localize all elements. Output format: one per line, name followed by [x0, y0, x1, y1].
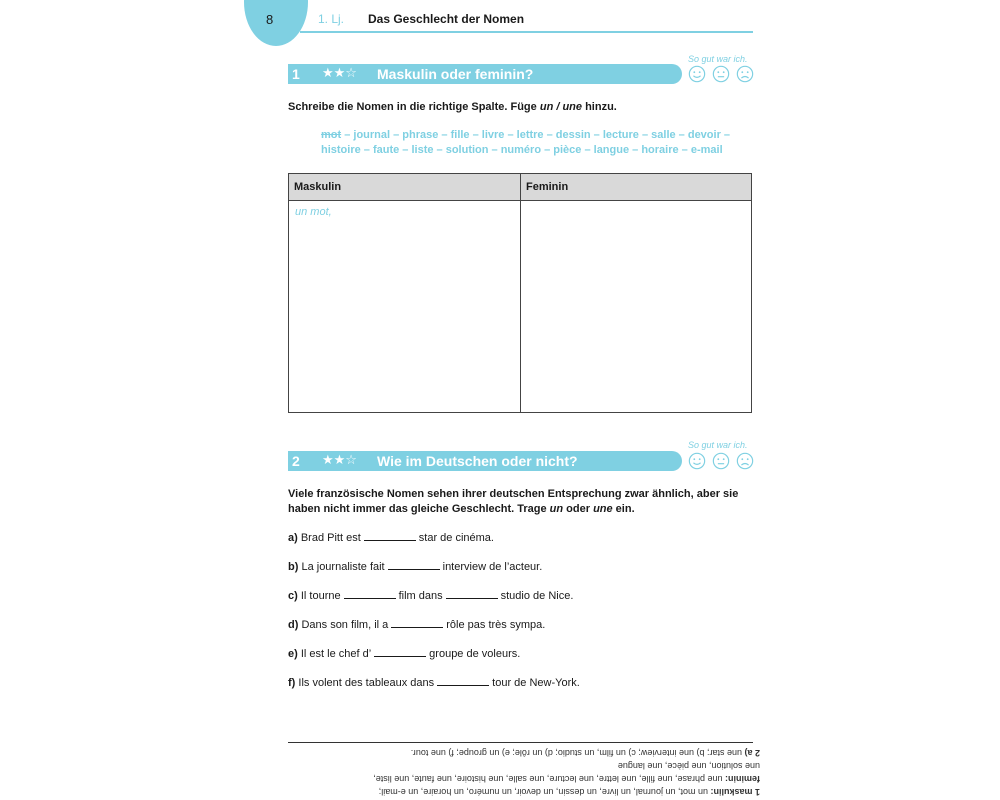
exercise-item: a) Brad Pitt est star de cinéma.	[288, 532, 494, 544]
footer-rule	[288, 742, 753, 743]
column-header-masculine: Maskulin	[289, 174, 521, 201]
self-assessment-faces	[688, 452, 754, 470]
neutral-face-icon[interactable]	[712, 65, 730, 83]
exercise-2-instruction: Viele französische Nomen sehen ihrer deutschen Entsprechung zwar ähnlich, aber sie haben nicht immer das gleiche Geschlecht. Trage un oder une ein.	[288, 488, 739, 515]
answer-blank[interactable]	[374, 646, 426, 657]
answer-blank[interactable]	[446, 588, 498, 599]
sad-face-icon[interactable]	[736, 65, 754, 83]
column-divider	[520, 201, 521, 412]
page-number: 8	[266, 12, 274, 27]
answer-blank[interactable]	[388, 559, 440, 570]
gender-table	[288, 173, 752, 413]
answer-blank[interactable]	[437, 675, 489, 686]
exercise-item: b) La journaliste fait interview de l’acteur.	[288, 561, 543, 573]
word-list-line-1: mot – journal – phrase – fille – livre – lettre – dessin – lecture – salle – devoir –	[321, 129, 731, 141]
example-answer: un mot,	[295, 206, 332, 218]
exercise-1-instruction: Schreibe die Nomen in die richtige Spalte. Füge un / une hinzu.	[288, 101, 617, 113]
self-assessment-label: So gut war ich.	[688, 440, 748, 450]
chapter-title: Das Geschlecht der Nomen	[368, 12, 525, 26]
header-rule	[300, 31, 753, 33]
exercise-item: d) Dans son film, il a rôle pas très sympa.	[288, 619, 546, 631]
answer-blank[interactable]	[364, 530, 416, 541]
exercise-title: Wie im Deutschen oder nicht?	[377, 453, 578, 469]
difficulty-stars: ★★☆	[322, 65, 357, 80]
exercise-item: c) Il tourne film dans studio de Nice.	[288, 590, 574, 602]
difficulty-stars: ★★☆	[322, 452, 357, 467]
word-list-line-2: histoire – faute – liste – solution – numéro – pièce – langue – horaire – e-mail	[321, 144, 723, 156]
sad-face-icon[interactable]	[736, 452, 754, 470]
happy-face-icon[interactable]	[688, 65, 706, 83]
section-label: 1. Lj.	[318, 12, 345, 26]
neutral-face-icon[interactable]	[712, 452, 730, 470]
upside-down-solutions: 1 maskulin: un mot, un journal, un livre, un dessin, un devoir, un numéro, un horaire, un e-mail; feminin: une phrase, une fille, une lettre, une lecture, une salle, une histoire, une faute, une liste, une solution, une pièce, une langue 2 a) une star; b) une interview; c) un film, un studio; d) un rôle; e) un groupe; f) une tour.	[373, 748, 760, 797]
exercise-title: Maskulin oder feminin?	[377, 66, 534, 82]
struck-word: mot	[321, 129, 342, 141]
happy-face-icon[interactable]	[688, 452, 706, 470]
column-header-feminine: Feminin	[521, 174, 751, 201]
exercise-item: f) Ils volent des tableaux dans tour de New-York.	[288, 677, 580, 689]
self-assessment-faces	[688, 65, 754, 83]
exercise-number: 2	[292, 453, 300, 469]
answer-blank[interactable]	[344, 588, 396, 599]
exercise-number: 1	[292, 66, 300, 82]
answer-blank[interactable]	[391, 617, 443, 628]
exercise-2-bar	[288, 451, 682, 471]
exercise-1-bar	[288, 64, 682, 84]
self-assessment-label: So gut war ich.	[688, 54, 748, 64]
page-number-tab	[244, 0, 308, 46]
exercise-item: e) Il est le chef d’ groupe de voleurs.	[288, 648, 521, 660]
